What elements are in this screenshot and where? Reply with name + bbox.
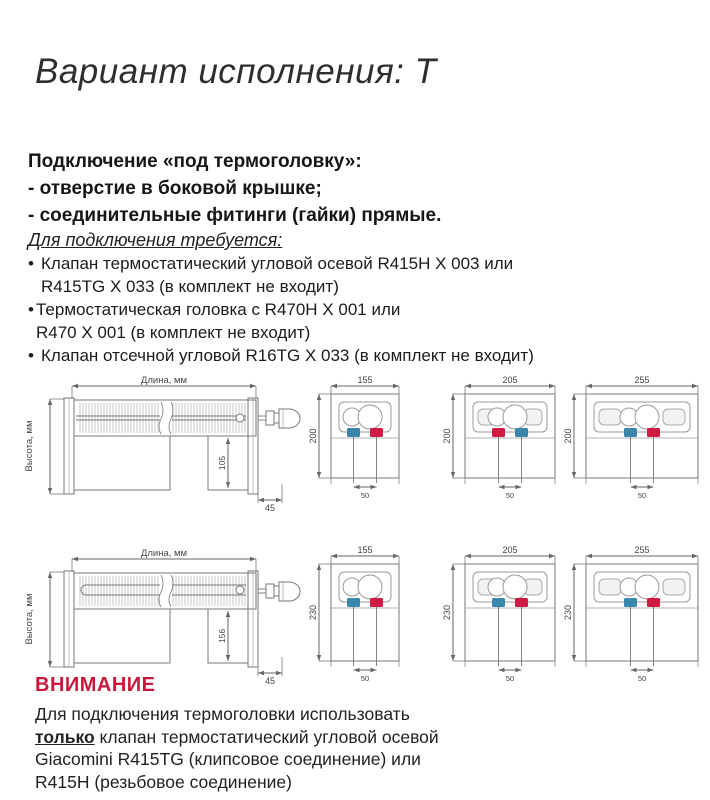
svg-text:Длина, мм: Длина, мм: [140, 375, 188, 386]
warning-line: [35, 726, 439, 749]
svg-text:255: 255: [634, 545, 650, 555]
svg-text:255: 255: [634, 375, 650, 385]
svg-text:230: 230: [442, 604, 452, 621]
requirements-heading: Для подключения требуется:: [28, 230, 283, 250]
svg-text:230: 230: [563, 604, 573, 621]
intro-line: - соединительные фитинги (гайки) прямые.: [28, 205, 442, 226]
bullet-icon: •: [28, 346, 34, 365]
cross-section-svg: [437, 544, 569, 695]
svg-text:45: 45: [264, 503, 276, 512]
cross-section-svg: [437, 374, 569, 512]
svg-text:105: 105: [217, 455, 227, 471]
svg-text:50: 50: [637, 674, 647, 683]
item-line: Клапан отсечной угловой R16TG X 033 (в комплект не входит): [41, 346, 534, 365]
warning-line-rest: клапан термостатический угловой осевой: [94, 726, 439, 747]
warning-line: Giacomini R415TG (клипсовое соединение) или: [35, 749, 421, 769]
page-title: Вариант исполнения: Т: [35, 52, 437, 91]
svg-text:50: 50: [505, 674, 515, 683]
cross-section-205x230: [437, 544, 569, 700]
warning-paragraph: [35, 703, 439, 793]
list-item: [28, 344, 534, 367]
svg-text:Длина, мм: Длина, мм: [140, 548, 188, 559]
cross-section-svg: [558, 374, 710, 512]
cross-section-205x200: [437, 374, 569, 517]
cross-section-svg: [558, 544, 710, 695]
svg-text:155: 155: [357, 545, 373, 555]
bullet-icon: •: [28, 300, 34, 319]
requirements-list: [28, 252, 534, 367]
svg-text:200: 200: [442, 428, 452, 444]
svg-text:205: 205: [502, 545, 518, 555]
svg-text:155: 155: [357, 375, 373, 385]
warning-heading: ВНИМАНИЕ: [35, 674, 156, 696]
svg-text:50: 50: [637, 491, 647, 500]
item-line: Термостатическая головка с R470H X 001 или: [36, 300, 401, 319]
item-line: Клапан термостатический угловой осевой R415H X 003 или: [41, 254, 514, 273]
cross-section-255x230: [558, 544, 710, 700]
cross-section-155x200: [303, 374, 413, 517]
svg-text:Высота, мм: Высота, мм: [24, 593, 35, 645]
side-view-svg: [20, 372, 302, 512]
list-item: [28, 298, 534, 344]
svg-text:Высота, мм: Высота, мм: [24, 420, 35, 472]
side-view-svg: [20, 545, 302, 685]
intro-line: - отверстие в боковой крышке;: [28, 178, 322, 199]
connection-intro: [28, 148, 441, 229]
cross-section-255x200: [558, 374, 710, 517]
svg-text:50: 50: [505, 491, 515, 500]
svg-text:205: 205: [502, 375, 518, 385]
bullet-icon: •: [28, 254, 34, 273]
cross-section-svg: [303, 544, 413, 695]
warning-line: Для подключения термоголовки использовать: [35, 704, 410, 724]
intro-line: Подключение «под термоголовку»:: [28, 151, 362, 172]
side-view-drawing-row1: [20, 372, 302, 517]
svg-text:230: 230: [308, 604, 318, 621]
svg-text:45: 45: [264, 676, 276, 685]
svg-text:200: 200: [563, 428, 573, 444]
item-line: R415TG X 033 (в комплект не входит): [41, 277, 339, 296]
side-view-drawing-row2: [20, 545, 302, 690]
list-item: [28, 252, 534, 298]
warning-line: R415H (резьбовое соединение): [35, 771, 292, 792]
emphasis-word: только: [35, 726, 95, 747]
item-line: R470 X 001 (в комплект не входит): [36, 323, 311, 342]
cross-section-155x230: [303, 544, 413, 700]
svg-text:50: 50: [360, 491, 370, 500]
cross-section-svg: [303, 374, 413, 512]
svg-text:50: 50: [360, 674, 370, 683]
svg-text:156: 156: [217, 628, 227, 644]
svg-text:200: 200: [308, 428, 318, 444]
